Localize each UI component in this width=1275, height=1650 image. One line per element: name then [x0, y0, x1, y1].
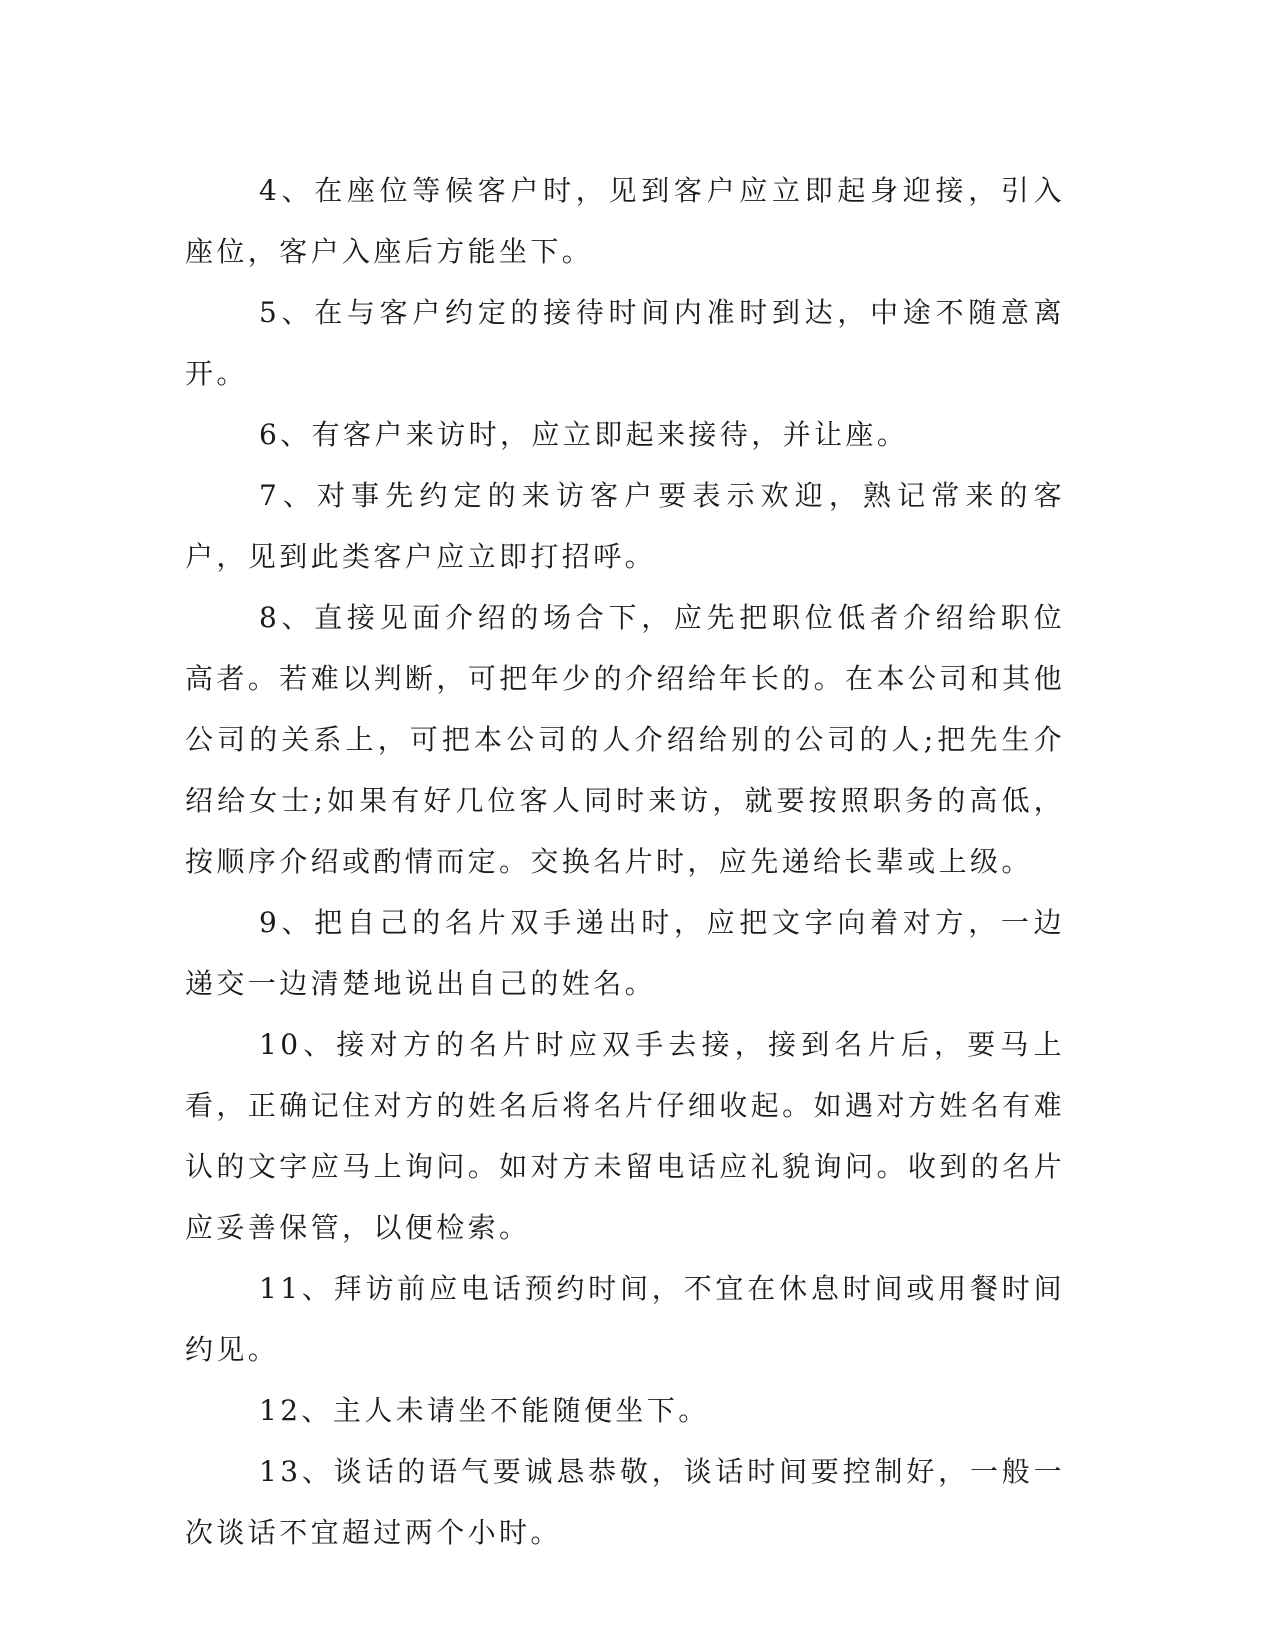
document-body — [185, 160, 1065, 1563]
paragraph-item-10: 10、接对方的名片时应双手去接，接到名片后，要马上看，正确记住对方的姓名后将名片仔细收起。如遇对方姓名有难认的文字应马上询问。如对方未留电话应礼貌询问。收到的名片应妥善保管，以便检索。 — [185, 1028, 1065, 1244]
paragraph-item-5: 5、在与客户约定的接待时间内准时到达，中途不随意离开。 — [185, 296, 1065, 390]
paragraph-item-12: 12、主人未请坐不能随便坐下。 — [259, 1394, 710, 1427]
paragraph-item-8: 8、直接见面介绍的场合下，应先把职位低者介绍给职位高者。若难以判断，可把年少的介绍给年长的。在本公司和其他公司的关系上，可把本公司的人介绍给别的公司的人;把先生介绍给女士;如果有好几位客人同时来访，就要按照职务的高低，按顺序介绍或酌情而定。交换名片时，应先递给长辈或上级。 — [185, 601, 1065, 878]
paragraph-item-7: 7、对事先约定的来访客户要表示欢迎，熟记常来的客户，见到此类客户应立即打招呼。 — [185, 479, 1065, 573]
paragraph-item-6: 6、有客户来访时，应立即起来接待，并让座。 — [259, 418, 909, 451]
paragraph-item-4: 4、在座位等候客户时，见到客户应立即起身迎接，引入座位，客户入座后方能坐下。 — [185, 174, 1065, 268]
paragraph-item-13: 13、谈话的语气要诚恳恭敬，谈话时间要控制好，一般一次谈话不宜超过两个小时。 — [185, 1455, 1065, 1549]
paragraph-item-11: 11、拜访前应电话预约时间，不宜在休息时间或用餐时间约见。 — [185, 1272, 1065, 1366]
paragraph-item-9: 9、把自己的名片双手递出时，应把文字向着对方，一边递交一边清楚地说出自己的姓名。 — [185, 906, 1065, 1000]
